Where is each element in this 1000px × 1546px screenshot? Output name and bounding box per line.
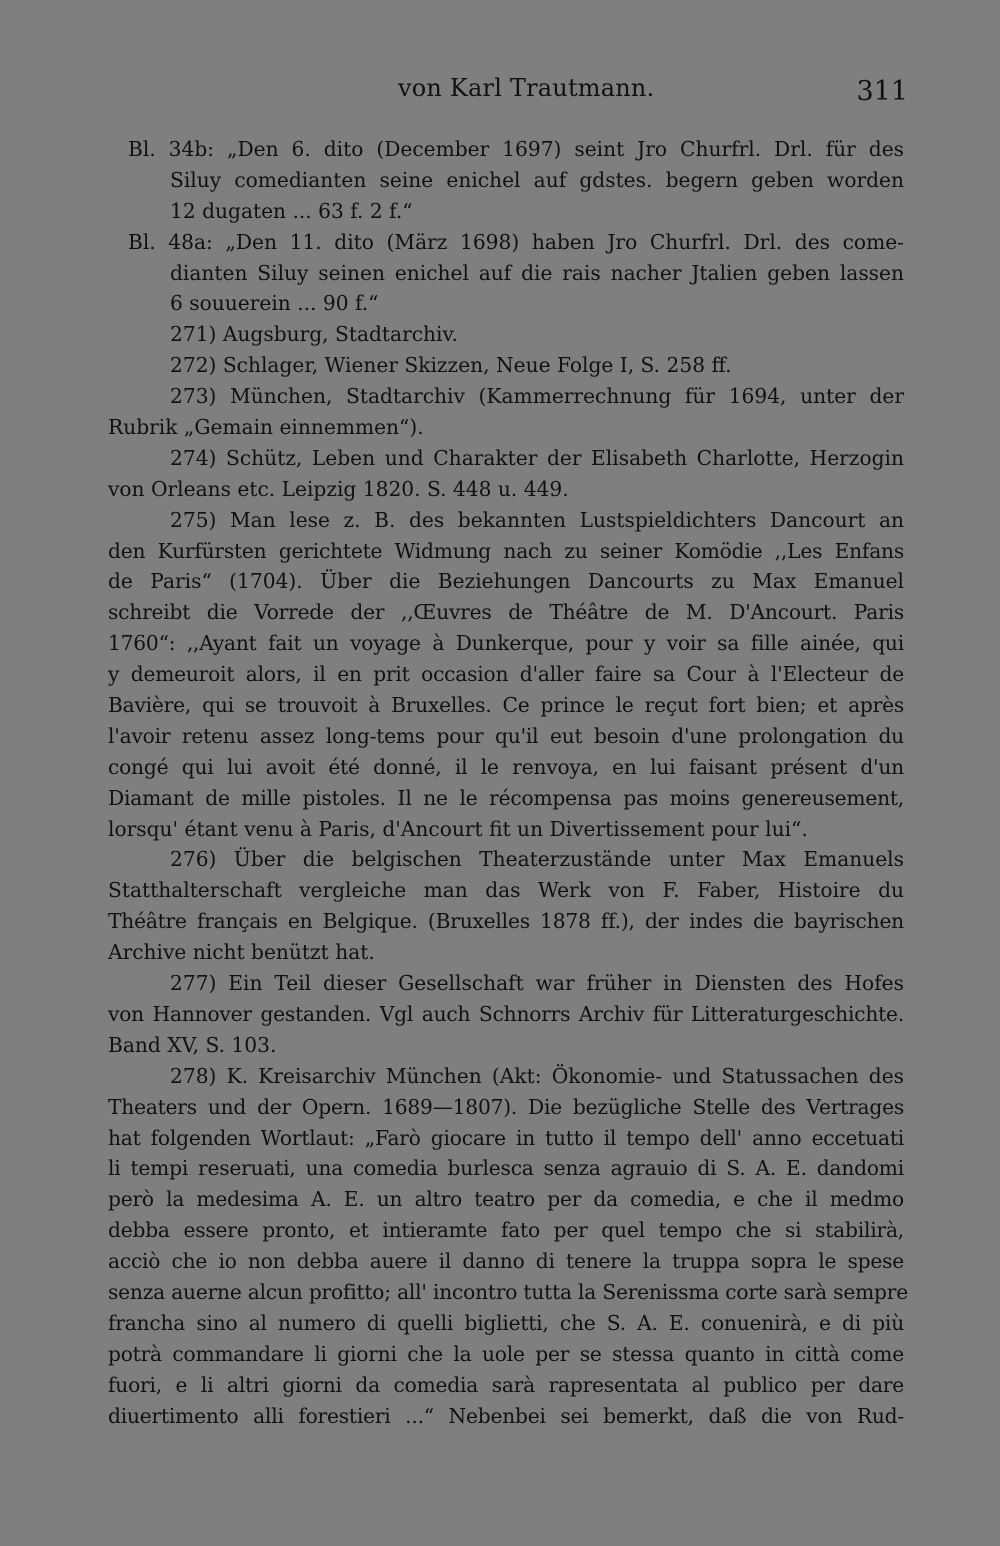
text-line: Bl. 34b: „Den 6. dito (December 1697) seint Jro Churfrl. Drl. für des	[128, 137, 904, 161]
text-line: hat folgenden Wortlaut: „Farò giocare in tutto il tempo dell' anno eccetuati	[108, 1125, 904, 1150]
text-line: diuertimento alli forestieri ...“ Nebenbei sei bemerkt, daß die von Rud-	[108, 1403, 904, 1428]
text-line: dianten Siluy seinen enichel auf die rais nacher Jtalien geben lassen	[170, 260, 904, 285]
page-number: 311	[856, 76, 908, 107]
text-line: de Paris“ (1704). Über die Beziehungen Dancourts zu Max Emanuel	[108, 569, 904, 594]
text-line: l'avoir retenu assez long-tems pour qu'il eut besoin d'une prolongation du	[108, 723, 904, 748]
text-line: acciò che io non debba auere il danno di tenere la truppa sopra le spese	[108, 1249, 904, 1274]
text-line: den Kurfürsten gerichtete Widmung nach zu seiner Komödie ,,Les Enfans	[108, 538, 904, 563]
text-line: 6 souuerein ... 90 f.“	[170, 291, 379, 316]
text-line: 1760“: ,,Ayant fait un voyage à Dunkerque, pour y voir sa fille ainée, qui	[108, 631, 904, 656]
text-line: li tempi reseruati, una comedia burlesca senza agrauio di S. A. E. dandomi	[108, 1156, 904, 1181]
text-line: 12 dugaten ... 63 f. 2 f.“	[170, 198, 413, 223]
text-line: Siluy comedianten seine enichel auf gdstes. begern geben worden	[170, 167, 904, 192]
text-line: Théâtre français en Belgique. (Bruxelles 1878 ff.), der indes die bayrischen	[108, 909, 904, 934]
text-line: von Orleans etc. Leipzig 1820. S. 448 u. 449.	[108, 476, 569, 501]
text-line: debba essere pronto, et intieramte fato per quel tempo che si stabilirà,	[108, 1218, 904, 1243]
text-line: 271) Augsburg, Stadtarchiv.	[170, 322, 458, 347]
text-line: 272) Schlager, Wiener Skizzen, Neue Folge I, S. 258 ff.	[170, 353, 732, 378]
text-line: 277) Ein Teil dieser Gesellschaft war früher in Diensten des Hofes	[170, 971, 904, 996]
text-line: Bavière, qui se trouvoit à Bruxelles. Ce prince le reçut fort bien; et après	[108, 693, 904, 718]
text-line: Diamant de mille pistoles. Il ne le récompensa pas moins genereusement,	[108, 785, 904, 810]
text-line: Rubrik „Gemain einnemmen“).	[108, 415, 424, 440]
text-line: y demeuroit alors, il en prit occasion d'aller faire sa Cour à l'Electeur de	[108, 662, 904, 687]
text-line: 273) München, Stadtarchiv (Kammerrechnung für 1694, unter der	[170, 384, 904, 409]
text-line: Statthalterschaft vergleiche man das Werk von F. Faber, Histoire du	[108, 878, 904, 903]
text-line: 274) Schütz, Leben und Charakter der Elisabeth Charlotte, Herzogin	[170, 445, 904, 470]
text-line: Band XV, S. 103.	[108, 1032, 277, 1057]
text-line: però la medesima A. E. un altro teatro per da comedia, e che il medmo	[108, 1187, 904, 1212]
text-line: Theaters und der Opern. 1689—1807). Die bezügliche Stelle des Vertrages	[108, 1094, 904, 1119]
text-line: 276) Über die belgischen Theaterzustände unter Max Emanuels	[170, 847, 904, 872]
text-line: lorsqu' étant venu à Paris, d'Ancourt fit un Divertissement pour lui“.	[108, 816, 808, 841]
text-line: Bl. 48a: „Den 11. dito (März 1698) haben Jro Churfrl. Drl. des come-	[128, 229, 904, 254]
text-line: 278) K. Kreisarchiv München (Akt: Ökonomie- und Statussachen des	[170, 1063, 904, 1088]
text-line: Archive nicht benützt hat.	[108, 940, 375, 965]
text-line: francha sino al numero di quelli biglietti, che S. A. E. conuenirà, e di più	[108, 1310, 904, 1335]
running-head: von Karl Trautmann.	[398, 74, 655, 102]
text-line: von Hannover gestanden. Vgl auch Schnorrs Archiv für Litteraturgeschichte.	[108, 1001, 904, 1026]
text-line: potrà commandare li giorni che la uole per se stessa quanto in città come	[108, 1341, 904, 1366]
footnote-text-block	[108, 134, 908, 1431]
text-line: 275) Man lese z. B. des bekannten Lustspieldichters Dancourt an	[170, 507, 904, 532]
text-line: schreibt die Vorrede der ,,Œuvres de Théâtre de M. D'Ancourt. Paris	[108, 600, 904, 625]
text-line: congé qui lui avoit été donné, il le renvoya, en lui faisant présent d'un	[108, 754, 904, 779]
text-line: fuori, e li altri giorni da comedia sarà rapresentata al publico per dare	[108, 1372, 904, 1397]
text-line: senza auerne alcun profitto; all' incontro tutta la Serenissma corte sarà sempre	[108, 1279, 908, 1304]
